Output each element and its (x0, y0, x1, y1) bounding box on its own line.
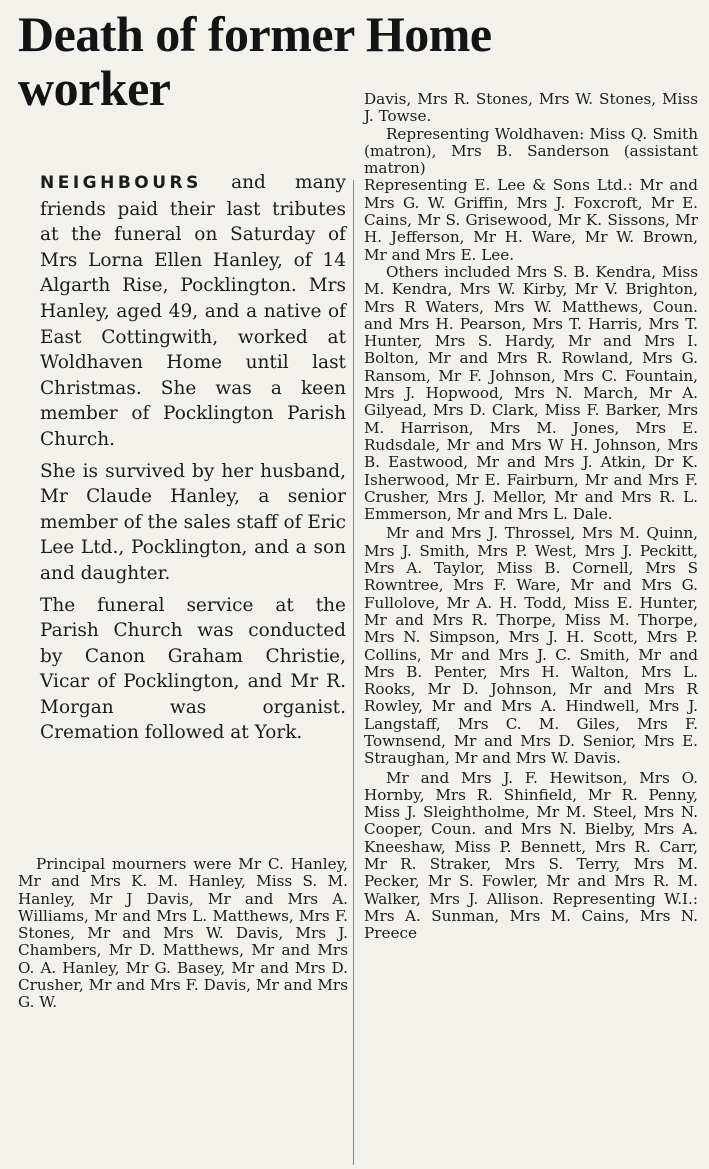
woldhaven-representatives: Representing Woldhaven: Miss Q. Smith (matron), Mrs B. Sanderson (assistant matron) (364, 124, 698, 178)
lead-word: NEIGHBOURS (40, 173, 202, 193)
headline-line-2: worker (18, 60, 171, 116)
article-lead-column (40, 170, 346, 752)
others-included: Others included Mrs S. B. Kendra, Miss M. Kendra, Mrs W. Kirby, Mr V. Brighton, Mrs R Waters, Mrs W. Matthews, Coun. and Mrs H. Pearson, Mrs T. Harris, Mrs T. Hunter, Mrs S. Hardy, Mr and Mrs I. Bolton, Mr and Mrs R. Rowland, Mrs G. Ransom, Mr F. Johnson, Mrs C. Fountain, Mrs J. Hopwood, Mrs N. March, Mr A. Gilyead, Mrs D. Clark, Miss F. Barker, Mrs M. Harrison, Mrs M. Jones, Mrs E. Rudsdale, Mr and Mrs W H. Johnson, Mrs B. Eastwood, Mr and Mrs J. Atkin, Dr K. Isherwood, Mr E. Fairburn, Mr and Mrs F. Crusher, Mrs J. Mellor, Mr and Mrs R. L. Emmerson, Mr and Mrs L. Dale. (364, 262, 698, 524)
e-lee-sons-representatives: Representing E. Lee & Sons Ltd.: Mr and Mrs G. W. Griffin, Mrs J. Foxcroft, Mr E. Cains, Mr S. Grisewood, Mr K. Sissons, Mr H. Jefferson, Mr H. Ware, Mr W. Brown, Mr and Mrs E. Lee. (364, 176, 698, 264)
mourners-list-left (18, 856, 348, 1012)
column-divider (353, 180, 354, 1165)
mourners-paragraph-hewitson: Mr and Mrs J. F. Hewitson, Mrs O. Hornby, Mrs R. Shinfield, Mr R. Penny, Miss J. Sleightholme, Mr M. Steel, Mrs N. Cooper, Coun. and Mrs N. Bielby, Mrs A. Kneeshaw, Miss P. Bennett, Mrs R. Carr, Mr R. Straker, Mrs S. Terry, Mrs M. Pecker, Mr S. Fowler, Mr and Mrs R. M. Walker, Mrs J. Allison. Representing W.I.: Mrs A. Sunman, Mrs M. Cains, Mrs N. Preece (364, 768, 698, 943)
survivors-paragraph: She is survived by her husband, Mr Claude Hanley, a senior member of the sales staff of Eric Lee Ltd., Pocklington, and a son and daughter. (40, 460, 346, 584)
mourners-list-right (364, 91, 698, 943)
lead-text: and many friends paid their last tributes at the funeral on Saturday of Mrs Lorna Ellen Hanley, of 14 Algarth Rise, Pocklington. Mrs Hanley, aged 49, and a native of East Cottingwith, worked at Woldhaven Home until last Christmas. She was a keen member of Pocklington Parish Church. (40, 172, 346, 450)
principal-mourners: Principal mourners were Mr C. Hanley, Mr and Mrs K. M. Hanley, Miss S. M. Hanley, Mr J Davis, Mr and Mrs A. Williams, Mr and Mrs L. Matthews, Mrs F. Stones, Mr and Mrs W. Davis, Mrs J. Chambers, Mr D. Matthews, Mr and Mrs O. A. Hanley, Mr G. Basey, Mr and Mrs D. Crusher, Mr and Mrs F. Davis, Mr and Mrs G. W. (18, 855, 348, 1012)
headline-line-1: Death of former Home (18, 6, 492, 62)
service-paragraph: The funeral service at the Parish Church was conducted by Canon Graham Christie, Vicar of Pocklington, and Mr R. Morgan was organist. Cremation followed at York. (40, 594, 346, 744)
mourners-paragraph-throssel: Mr and Mrs J. Throssel, Mrs M. Quinn, Mrs J. Smith, Mrs P. West, Mrs J. Peckitt, Mrs A. Taylor, Miss B. Cornell, Mrs S Rowntree, Mrs F. Ware, Mr and Mrs G. Fullolove, Mr A. H. Todd, Miss E. Hunter, Mr and Mrs R. Thorpe, Miss M. Thorpe, Mrs N. Simpson, Mrs J. H. Scott, Mrs P. Collins, Mr and Mrs J. C. Smith, Mr and Mrs B. Penter, Mrs H. Walton, Mrs L. Rooks, Mr D. Johnson, Mr and Mrs R Rowley, Mr and Mrs A. Hindwell, Mrs J. Langstaff, Mrs C. M. Giles, Mrs F. Townsend, Mr and Mrs D. Senior, Mrs E. Straughan, Mr and Mrs W. Davis. (364, 524, 698, 768)
mourners-continued: Davis, Mrs R. Stones, Mrs W. Stones, Miss J. Towse. (364, 90, 698, 126)
lead-paragraph (40, 170, 346, 453)
